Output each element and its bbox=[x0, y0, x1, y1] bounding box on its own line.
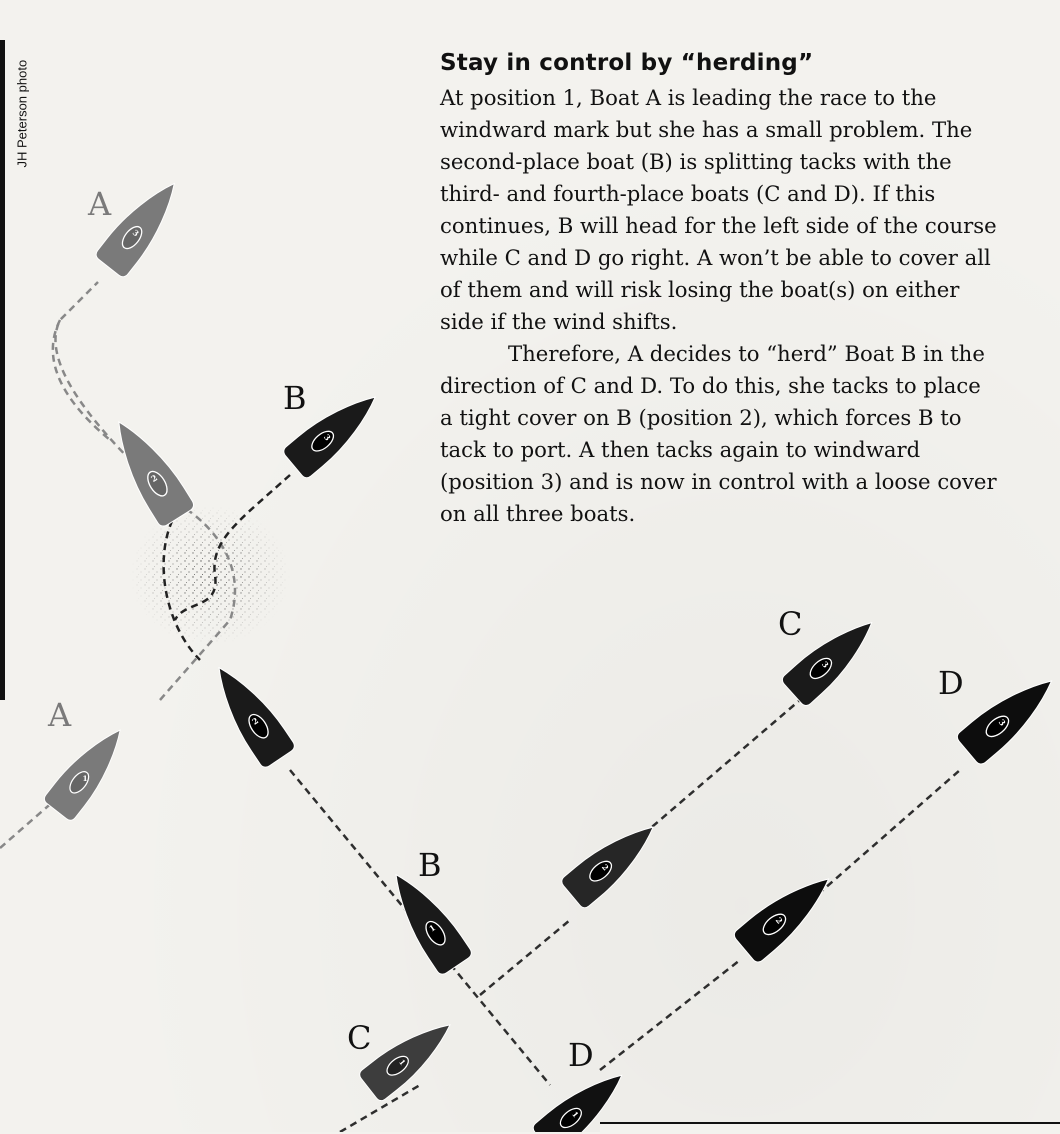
boat-label-d-top: D bbox=[938, 664, 964, 702]
boat-label-c-bottom: C bbox=[347, 1019, 372, 1057]
boat-label-a-bottom: A bbox=[48, 696, 72, 734]
boat-b-position-2 bbox=[203, 657, 297, 770]
article-paragraph-2: Therefore, A decides to “herd” Boat B in the direction of C and D. To do this, she tacks to place a tight cover on B (position 2), which forces B to tack to port. A then tacks again to windward (position 3) and is now in control with a loose cover on all three boats. bbox=[440, 341, 997, 526]
article-text bbox=[440, 50, 1000, 530]
boat-label-b-bottom: B bbox=[418, 846, 442, 884]
boat-d-position-2 bbox=[732, 864, 841, 965]
boat-label-c-top: C bbox=[778, 605, 803, 643]
boat-c-position-2 bbox=[559, 812, 665, 910]
svg-text:1: 1 bbox=[570, 1109, 581, 1120]
bottom-rule bbox=[600, 1122, 1060, 1134]
svg-text:1: 1 bbox=[82, 774, 88, 784]
article-heading: Stay in control by “herding” bbox=[440, 50, 814, 76]
boat-a-position-1 bbox=[42, 719, 135, 823]
svg-text:1: 1 bbox=[397, 1057, 408, 1068]
wind-shadow bbox=[120, 490, 300, 660]
boat-label-d-bottom: D bbox=[568, 1036, 594, 1074]
svg-text:3: 3 bbox=[996, 717, 1008, 728]
svg-text:2: 2 bbox=[250, 716, 261, 727]
svg-text:3: 3 bbox=[820, 659, 831, 670]
track-a-upper bbox=[53, 320, 110, 440]
svg-text:3: 3 bbox=[130, 227, 141, 239]
svg-text:2: 2 bbox=[773, 915, 785, 926]
boat-label-b-top: B bbox=[283, 379, 307, 417]
svg-text:1: 1 bbox=[427, 923, 438, 934]
svg-text:2: 2 bbox=[599, 862, 611, 873]
svg-text:3: 3 bbox=[321, 432, 333, 443]
article-paragraph-1: At position 1, Boat A is leading the race to the windward mark but she has a small problem. The second-place boat (B) is splitting tacks with the third- and fourth-place boats (C and D). If this continues, B will head for the left side of the course while C and D go right. A won’t be able to cover all of them and will risk losing the boat(s) on either side if the wind shifts. bbox=[440, 85, 997, 334]
svg-text:2: 2 bbox=[149, 472, 160, 484]
boat-c-position-1 bbox=[357, 1010, 461, 1103]
boat-d-position-3 bbox=[955, 666, 1060, 767]
photo-credit: JH Peterson photo bbox=[14, 59, 30, 168]
boat-label-a-top: A bbox=[88, 185, 112, 223]
